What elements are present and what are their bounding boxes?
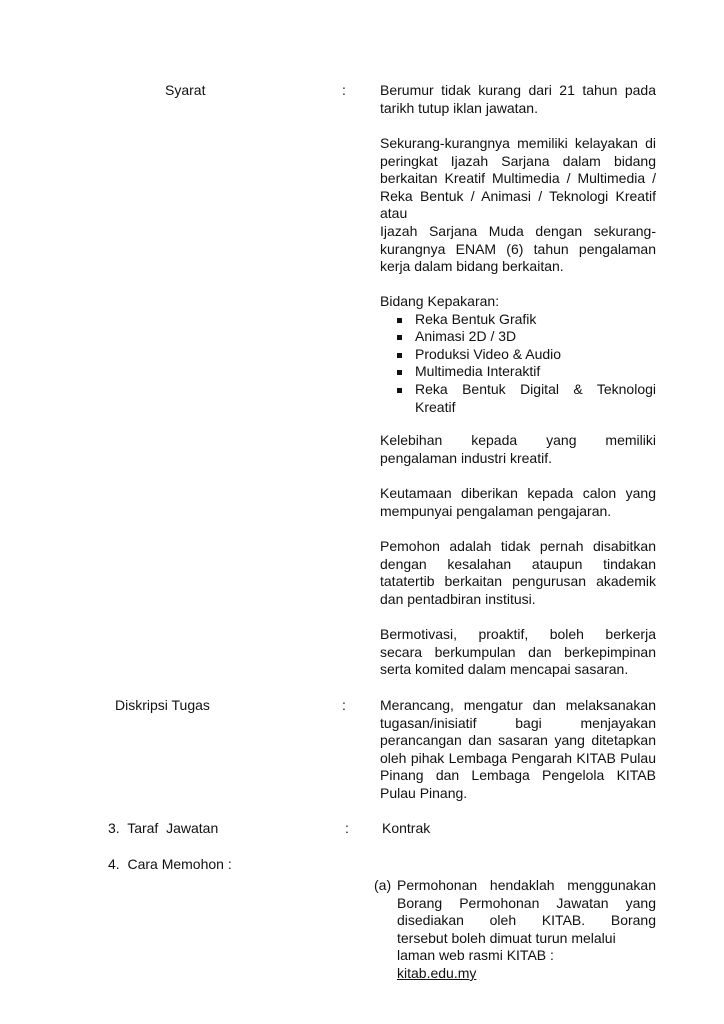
taraf-label: 3. Taraf Jawatan <box>108 820 219 836</box>
text-line: Berumur tidak kurang dari 21 tahun pada <box>380 82 656 98</box>
keutamaan-paragraph <box>380 485 656 520</box>
list-item: Animasi 2D / 3D <box>380 328 656 346</box>
pemohon-paragraph <box>380 538 656 608</box>
text-line: kerja dalam bidang berkaitan. <box>380 258 564 275</box>
text-line: dan pentadbiran institusi. <box>380 590 536 607</box>
text-line: Bermotivasi, proaktif, boleh berkerja <box>380 626 656 642</box>
text-line: tersebut boleh dimuat turun melalui <box>397 929 616 946</box>
text-line: Borang Permohonan Jawatan yang <box>397 894 656 911</box>
text-line: berkaitan Kreatif Multimedia / Multimedia / <box>380 170 656 187</box>
list-item-continuation: Kreatif <box>415 398 456 415</box>
text-line: Reka Bentuk / Animasi / Teknologi Kreatif <box>380 187 656 204</box>
text-line: mempunyai pengalaman pengajaran. <box>380 502 612 519</box>
list-item: Multimedia Interaktif <box>380 363 656 381</box>
text-line: Pinang dan Lembaga Pengelola KITAB <box>380 767 656 784</box>
text-line: Pulau Pinang. <box>380 784 468 801</box>
kitab-website-link[interactable]: kitab.edu.my <box>397 964 477 981</box>
list-item: Reka Bentuk Digital & Teknologi <box>380 381 656 399</box>
text-line: tugasan/inisiatif bagi menjayakan <box>380 714 656 731</box>
text-line: peringkat Ijazah Sarjana dalam bidang <box>380 152 656 169</box>
text-line: atau <box>380 205 408 222</box>
list-item: Produksi Video & Audio <box>380 346 656 364</box>
taraf-colon: : <box>345 820 349 836</box>
text-line: Permohonan hendaklah menggunakan <box>397 877 656 893</box>
text-line: Keutamaan diberikan kepada calon yang <box>380 485 656 501</box>
taraf-value: Kontrak <box>382 820 431 836</box>
list-item: Reka Bentuk Grafik <box>380 311 656 329</box>
syarat-age-paragraph <box>380 82 656 117</box>
text-line: tatatertib berkaitan pengurusan akademik <box>380 573 656 590</box>
syarat-qualification-paragraph <box>380 135 656 276</box>
kelebihan-paragraph <box>380 432 656 467</box>
list-title: Bidang Kepakaran: <box>380 293 500 309</box>
syarat-label: Syarat <box>165 82 206 98</box>
diskripsi-paragraph <box>380 697 656 803</box>
bidang-kepakaran-list <box>380 293 656 416</box>
text-line: pengalaman industri kreatif. <box>380 449 552 466</box>
syarat-colon: : <box>342 82 346 98</box>
cara-item-paragraph <box>397 877 656 983</box>
text-line: kurangnya ENAM (6) tahun pengalaman <box>380 240 656 257</box>
text-line: serta komited dalam mencapai sasaran. <box>380 661 629 678</box>
text-line: perancangan dan sasaran yang ditetapkan <box>380 732 656 749</box>
bermotivasi-paragraph <box>380 626 656 679</box>
cara-item-marker: (a) <box>374 877 392 893</box>
text-line: secara berkumpulan dan berkepimpinan <box>380 643 656 660</box>
text-line: Ijazah Sarjana Muda dengan sekurang- <box>380 222 656 239</box>
diskripsi-label: Diskripsi Tugas <box>115 697 210 713</box>
text-line: Merancang, mengatur dan melaksanakan <box>380 697 656 713</box>
text-line: Sekurang-kurangnya memiliki kelayakan di <box>380 135 656 151</box>
text-line: oleh pihak Lembaga Pengarah KITAB Pulau <box>380 749 656 766</box>
text-line: laman web rasmi KITAB : <box>397 947 554 964</box>
text-line: tarikh tutup iklan jawatan. <box>380 99 538 116</box>
text-line: Pemohon adalah tidak pernah disabitkan <box>380 538 656 554</box>
text-line: disediakan oleh KITAB. Borang <box>397 912 656 929</box>
text-line: dengan kesalahan ataupun tindakan <box>380 555 656 572</box>
text-line: Kelebihan kepada yang memiliki <box>380 432 656 448</box>
diskripsi-colon: : <box>342 697 346 713</box>
cara-label: 4. Cara Memohon : <box>108 856 232 872</box>
